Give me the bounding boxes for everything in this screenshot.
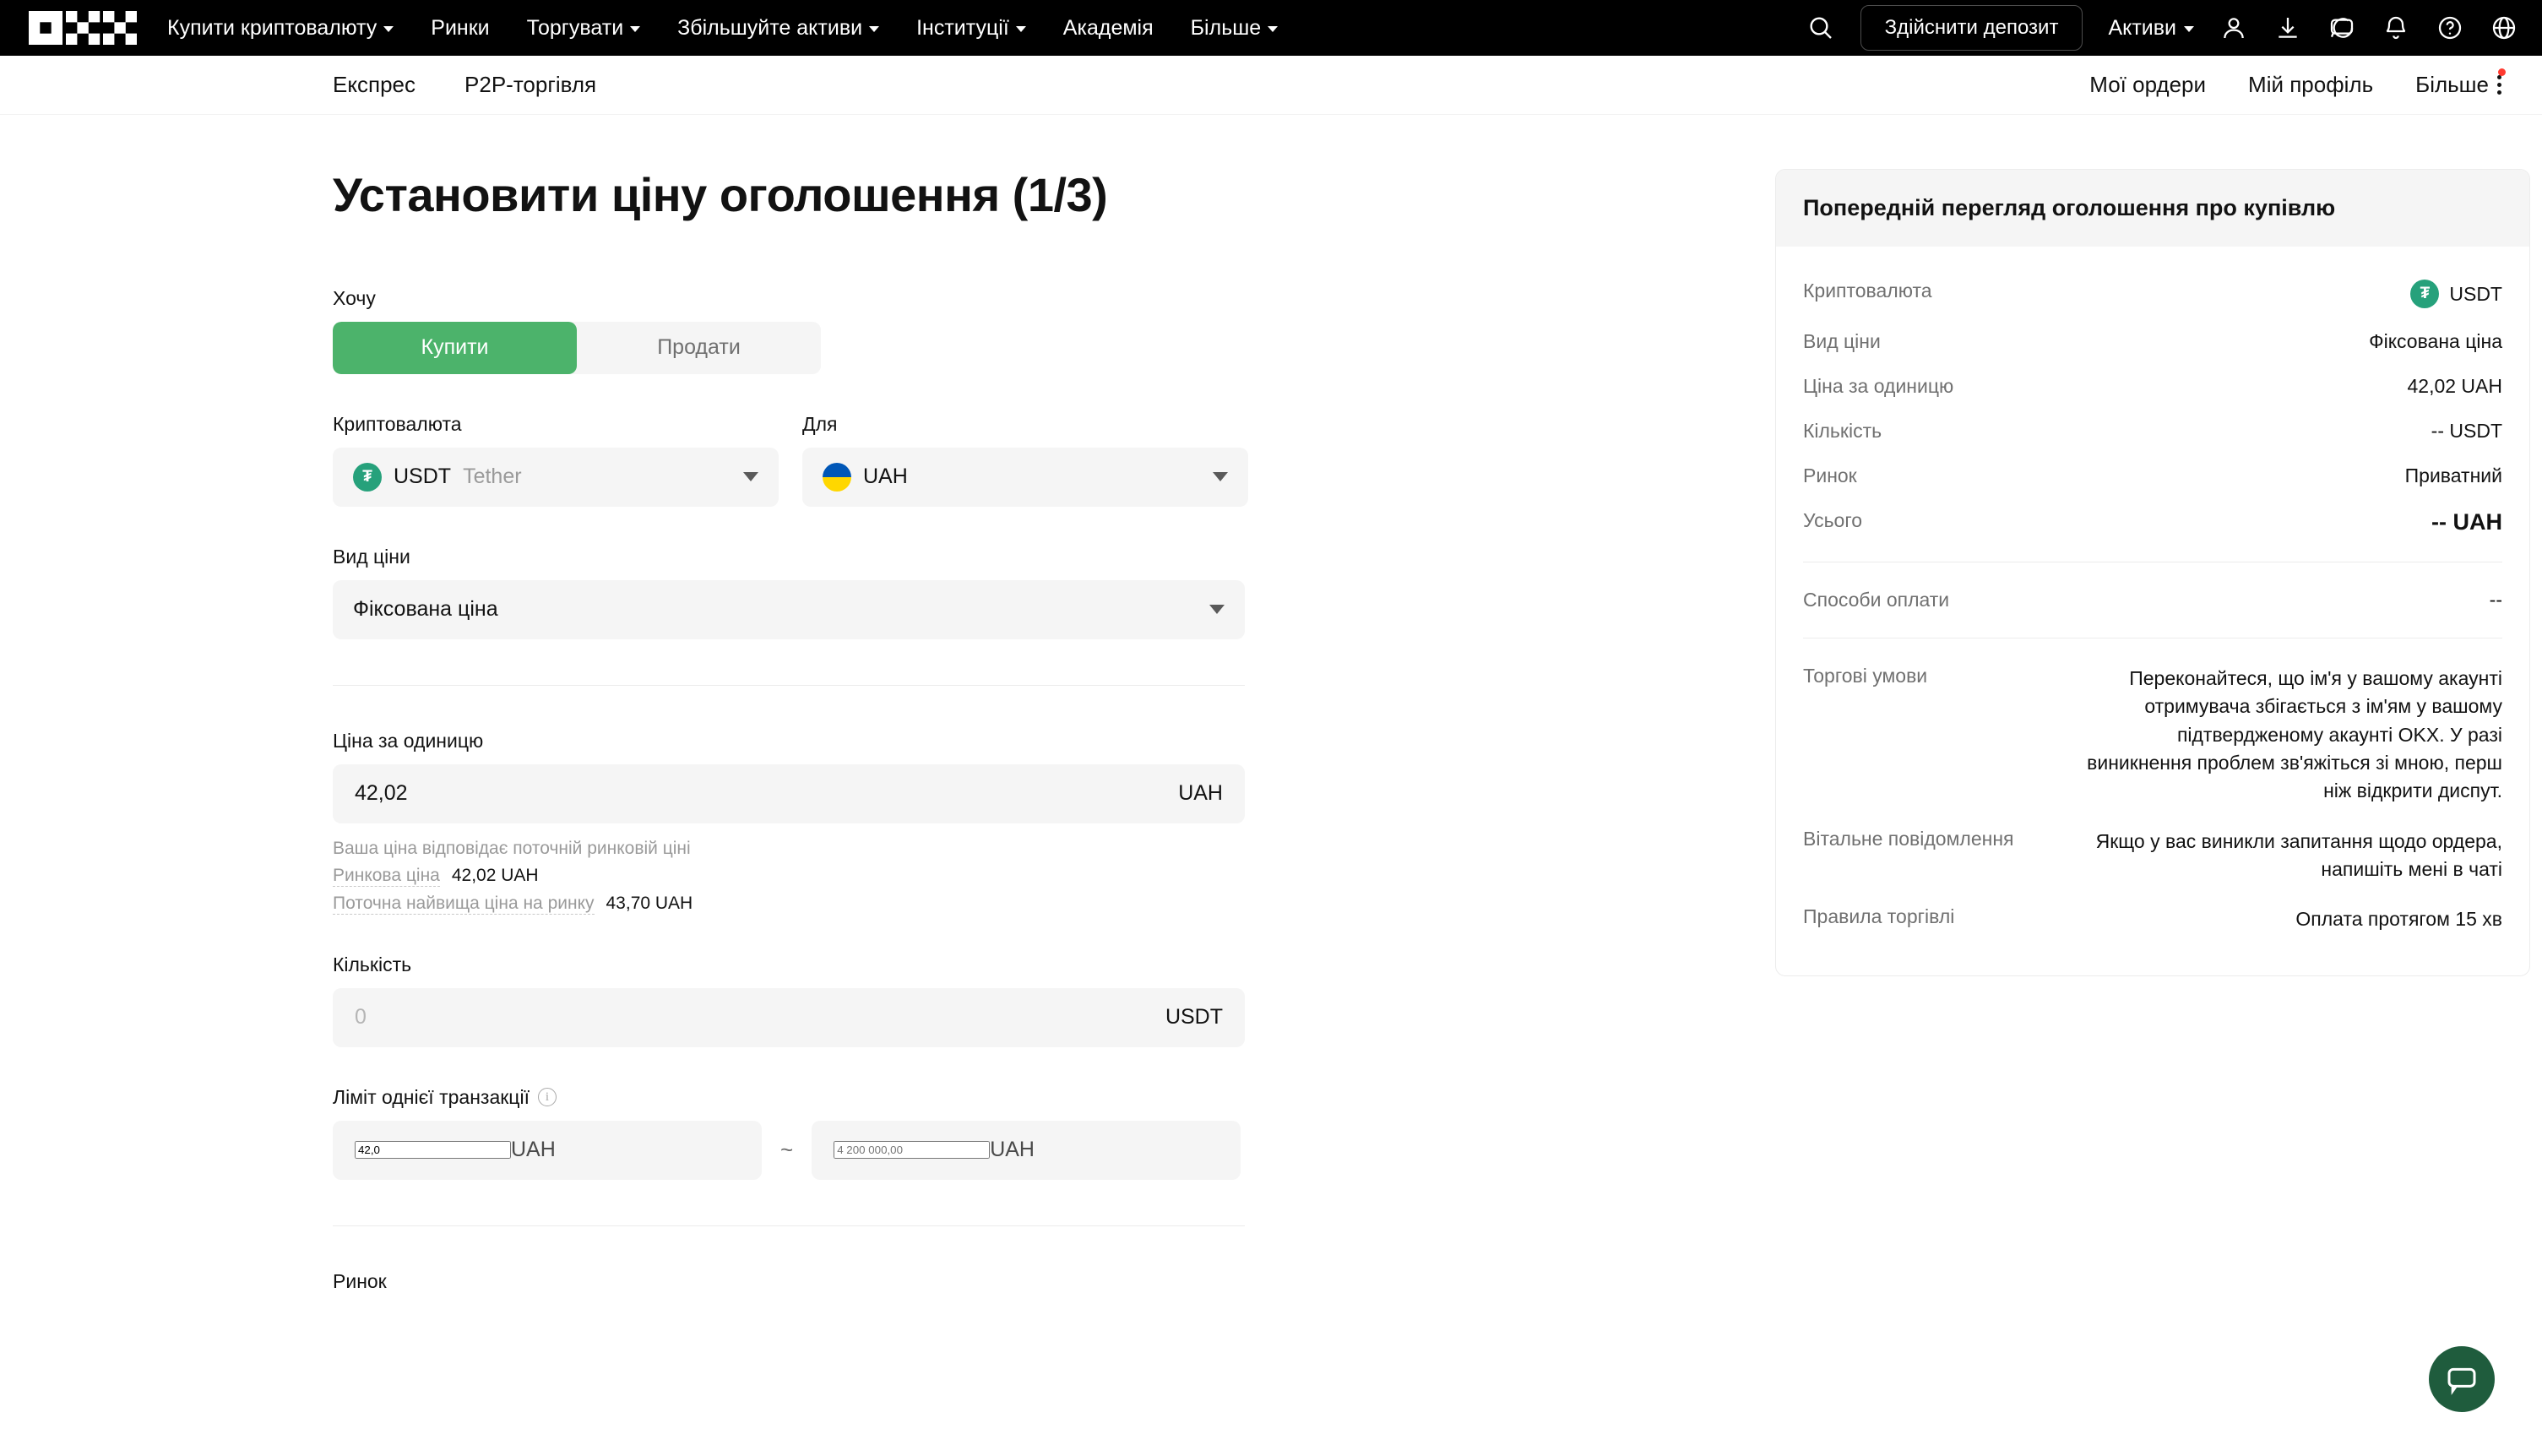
fiat-field: [802, 413, 1248, 507]
secondary-navigation-bar: [0, 56, 2542, 115]
unit-price-label: Ціна за одиницю: [333, 729, 484, 752]
nav-label: Торгувати: [526, 15, 624, 40]
deposit-button[interactable]: Здійснити депозит: [1860, 5, 2083, 51]
subnav-left-links: [333, 72, 596, 98]
quantity-currency: USDT: [1165, 1005, 1223, 1030]
preview-key: Правила торгівлі: [1803, 905, 1955, 928]
preview-key: Ринок: [1803, 465, 1857, 486]
preview-column: [1775, 169, 2530, 1305]
nav-label: Ринки: [431, 15, 490, 40]
section-divider: [333, 685, 1245, 686]
price-type-field: [333, 546, 1245, 639]
nav-label: Купити криптовалюту: [167, 15, 377, 40]
preview-key: Способи оплати: [1803, 589, 1950, 611]
market-price-value: 42,02 UAH: [451, 866, 539, 886]
support-chat-button[interactable]: [2429, 1346, 2495, 1412]
chevron-down-icon: [383, 26, 394, 32]
top-nav-items: [149, 16, 1806, 41]
page-title: Установити ціну оголошення (1/3): [333, 168, 1108, 221]
buy-sell-toggle: [333, 322, 821, 374]
preview-crypto-symbol: USDT: [2449, 282, 2502, 305]
subnav-item-my-orders[interactable]: Мої ордери: [2089, 72, 2207, 97]
ad-form-column: [333, 169, 1245, 1305]
nav-label: Збільшуйте активи: [677, 15, 863, 40]
usdt-icon: ₮: [2410, 280, 2439, 308]
usdt-icon: ₮: [353, 463, 382, 492]
nav-label: Інституції: [916, 15, 1009, 40]
limit-min-input-wrap[interactable]: [333, 1121, 762, 1180]
transaction-limit-field: [333, 1086, 1245, 1180]
limit-max-input[interactable]: [834, 1141, 990, 1159]
chevron-down-icon: [2184, 26, 2194, 32]
chevron-down-icon: [1268, 26, 1278, 32]
chevron-down-icon: [869, 26, 879, 32]
chevron-down-icon: [743, 472, 758, 481]
crypto-symbol: USDT: [394, 465, 452, 489]
want-label: Хочу: [333, 286, 376, 309]
quantity-label: Кількість: [333, 953, 412, 975]
help-icon[interactable]: [2436, 14, 2464, 42]
search-icon[interactable]: [1806, 14, 1835, 42]
subnav-item-my-profile[interactable]: Мій профіль: [2248, 72, 2374, 97]
preview-key: Торгові умови: [1803, 665, 1928, 687]
nav-item-more[interactable]: [1172, 16, 1297, 41]
crypto-field: [333, 413, 779, 507]
transaction-limit-text: Ліміт однієї транзакції: [333, 1085, 530, 1108]
price-type-select[interactable]: [333, 580, 1245, 639]
nav-label: Академія: [1062, 15, 1154, 40]
preview-body: [1776, 247, 2529, 975]
preview-key: Криптовалюта: [1803, 280, 1932, 302]
subnav-more-label: Більше: [2415, 72, 2489, 97]
highest-price-key: Поточна найвища ціна на ринку: [333, 893, 595, 913]
segment-buy[interactable]: Купити: [333, 322, 577, 374]
preview-value: --: [2489, 589, 2502, 611]
highest-price-line: [333, 894, 1245, 915]
crypto-select[interactable]: [333, 448, 779, 507]
preview-key: Вид ціни: [1803, 330, 1881, 352]
nav-item-buy-crypto[interactable]: [149, 16, 412, 41]
preview-value: Оплата протягом 15 хв: [2295, 908, 2502, 931]
top-nav-right-actions: [1806, 5, 2518, 51]
nav-item-institutions[interactable]: [898, 16, 1045, 41]
top-navigation-bar: [0, 0, 2542, 56]
preview-row-trade-rules: [1803, 894, 2502, 944]
nav-item-trade[interactable]: [508, 16, 660, 41]
preview-row-crypto: [1803, 269, 2502, 319]
more-kebab-icon[interactable]: [2497, 75, 2501, 95]
user-icon[interactable]: [2219, 14, 2248, 42]
notification-dot: [2498, 68, 2506, 76]
page-content: [0, 115, 2542, 1305]
fiat-select[interactable]: [802, 448, 1248, 507]
limit-max-input-wrap[interactable]: [812, 1121, 1241, 1180]
unit-price-hint: Ваша ціна відповідає поточній ринковій ціні: [333, 838, 691, 858]
assets-label: Активи: [2108, 15, 2176, 40]
assets-menu[interactable]: [2108, 16, 2194, 41]
unit-price-input[interactable]: [355, 781, 1178, 806]
info-icon[interactable]: i: [538, 1088, 557, 1106]
chevron-down-icon: [630, 26, 640, 32]
okx-logo[interactable]: [0, 0, 149, 56]
preview-key: Ціна за одиницю: [1803, 375, 1954, 397]
highest-price-value: 43,70 UAH: [606, 894, 693, 914]
preview-value: Якщо у вас виникли запитання щодо ордера, напишіть мені в чаті: [2095, 829, 2502, 881]
fiat-value: UAH: [863, 465, 908, 489]
limit-min-input[interactable]: [355, 1141, 511, 1159]
preview-row-price-type: [1803, 319, 2502, 364]
preview-value: Приватний: [2404, 465, 2502, 486]
unit-price-input-wrap[interactable]: [333, 764, 1245, 823]
subnav-item-express[interactable]: Експрес: [333, 72, 416, 97]
preview-value: Фіксована ціна: [2369, 330, 2502, 352]
nav-item-markets[interactable]: [412, 16, 508, 41]
preview-row-market: [1803, 454, 2502, 498]
preview-key: Усього: [1803, 509, 1863, 531]
chevron-down-icon: [1213, 472, 1228, 481]
preview-value: -- UAH: [2431, 509, 2502, 535]
preview-row-trade-terms: [1803, 654, 2502, 817]
preview-row-total: [1803, 498, 2502, 546]
unit-price-field: [333, 730, 1245, 915]
preview-value: 42,02 UAH: [2407, 375, 2502, 397]
subnav-item-more[interactable]: [2415, 72, 2501, 98]
segment-sell[interactable]: Продати: [657, 335, 741, 360]
bell-icon[interactable]: [2382, 14, 2410, 42]
market-section-label: Ринок: [333, 1269, 387, 1292]
preview-value: [2410, 280, 2502, 308]
market-price-key: Ринкова ціна: [333, 865, 440, 885]
ad-preview-card: [1775, 169, 2530, 976]
limit-min-currency: UAH: [511, 1138, 556, 1162]
preview-row-unit-price: [1803, 364, 2502, 409]
preview-row-quantity: [1803, 409, 2502, 454]
preview-value: -- USDT: [2431, 420, 2502, 442]
ukraine-flag-icon: [823, 463, 851, 492]
limit-range-row: [333, 1121, 1245, 1180]
preview-key: Вітальне повідомлення: [1803, 827, 2014, 850]
chat-icon[interactable]: [2327, 14, 2356, 42]
nav-item-academy[interactable]: [1045, 16, 1172, 41]
currency-row: [333, 413, 1245, 507]
price-type-label: Вид ціни: [333, 545, 410, 568]
range-separator: ~: [780, 1137, 794, 1163]
globe-icon[interactable]: [2490, 14, 2518, 42]
chevron-down-icon: [1016, 26, 1026, 32]
crypto-name: Tether: [463, 465, 522, 489]
quantity-input-wrap[interactable]: [333, 988, 1245, 1047]
quantity-field: [333, 953, 1245, 1047]
download-icon[interactable]: [2273, 14, 2302, 42]
preview-key: Кількість: [1803, 420, 1882, 442]
preview-value: Переконайтеся, що ім'я у вашому акаунті отримувача збігається з ім'ям у вашому підтвердженому акаунті OKX. У разі виникнення проблем зв'яжіться зі мною, перш ніж відкрити диспут.: [2087, 667, 2502, 802]
limit-max-currency: UAH: [990, 1138, 1035, 1162]
chevron-down-icon: [1209, 605, 1225, 614]
subnav-item-p2p[interactable]: P2P-торгівля: [464, 72, 597, 97]
preview-row-payment-methods: [1803, 578, 2502, 622]
crypto-label: Криптовалюта: [333, 412, 462, 435]
subnav-right-links: [2089, 72, 2501, 98]
transaction-limit-label: [333, 1086, 1245, 1109]
price-type-value: Фіксована ціна: [353, 597, 498, 622]
fiat-label: Для: [802, 412, 838, 435]
preview-row-welcome-message: [1803, 817, 2502, 895]
unit-price-currency: UAH: [1178, 781, 1223, 806]
market-price-line: [333, 866, 1245, 887]
nav-item-grow-assets[interactable]: [659, 16, 898, 41]
section-divider-2: [333, 1225, 1245, 1226]
chat-bubble-icon: [2445, 1362, 2479, 1396]
want-field: [333, 287, 1245, 374]
quantity-input[interactable]: [355, 1005, 1165, 1030]
nav-label: Більше: [1190, 15, 1262, 40]
preview-title: Попередній перегляд оголошення про купівлю: [1776, 170, 2529, 247]
